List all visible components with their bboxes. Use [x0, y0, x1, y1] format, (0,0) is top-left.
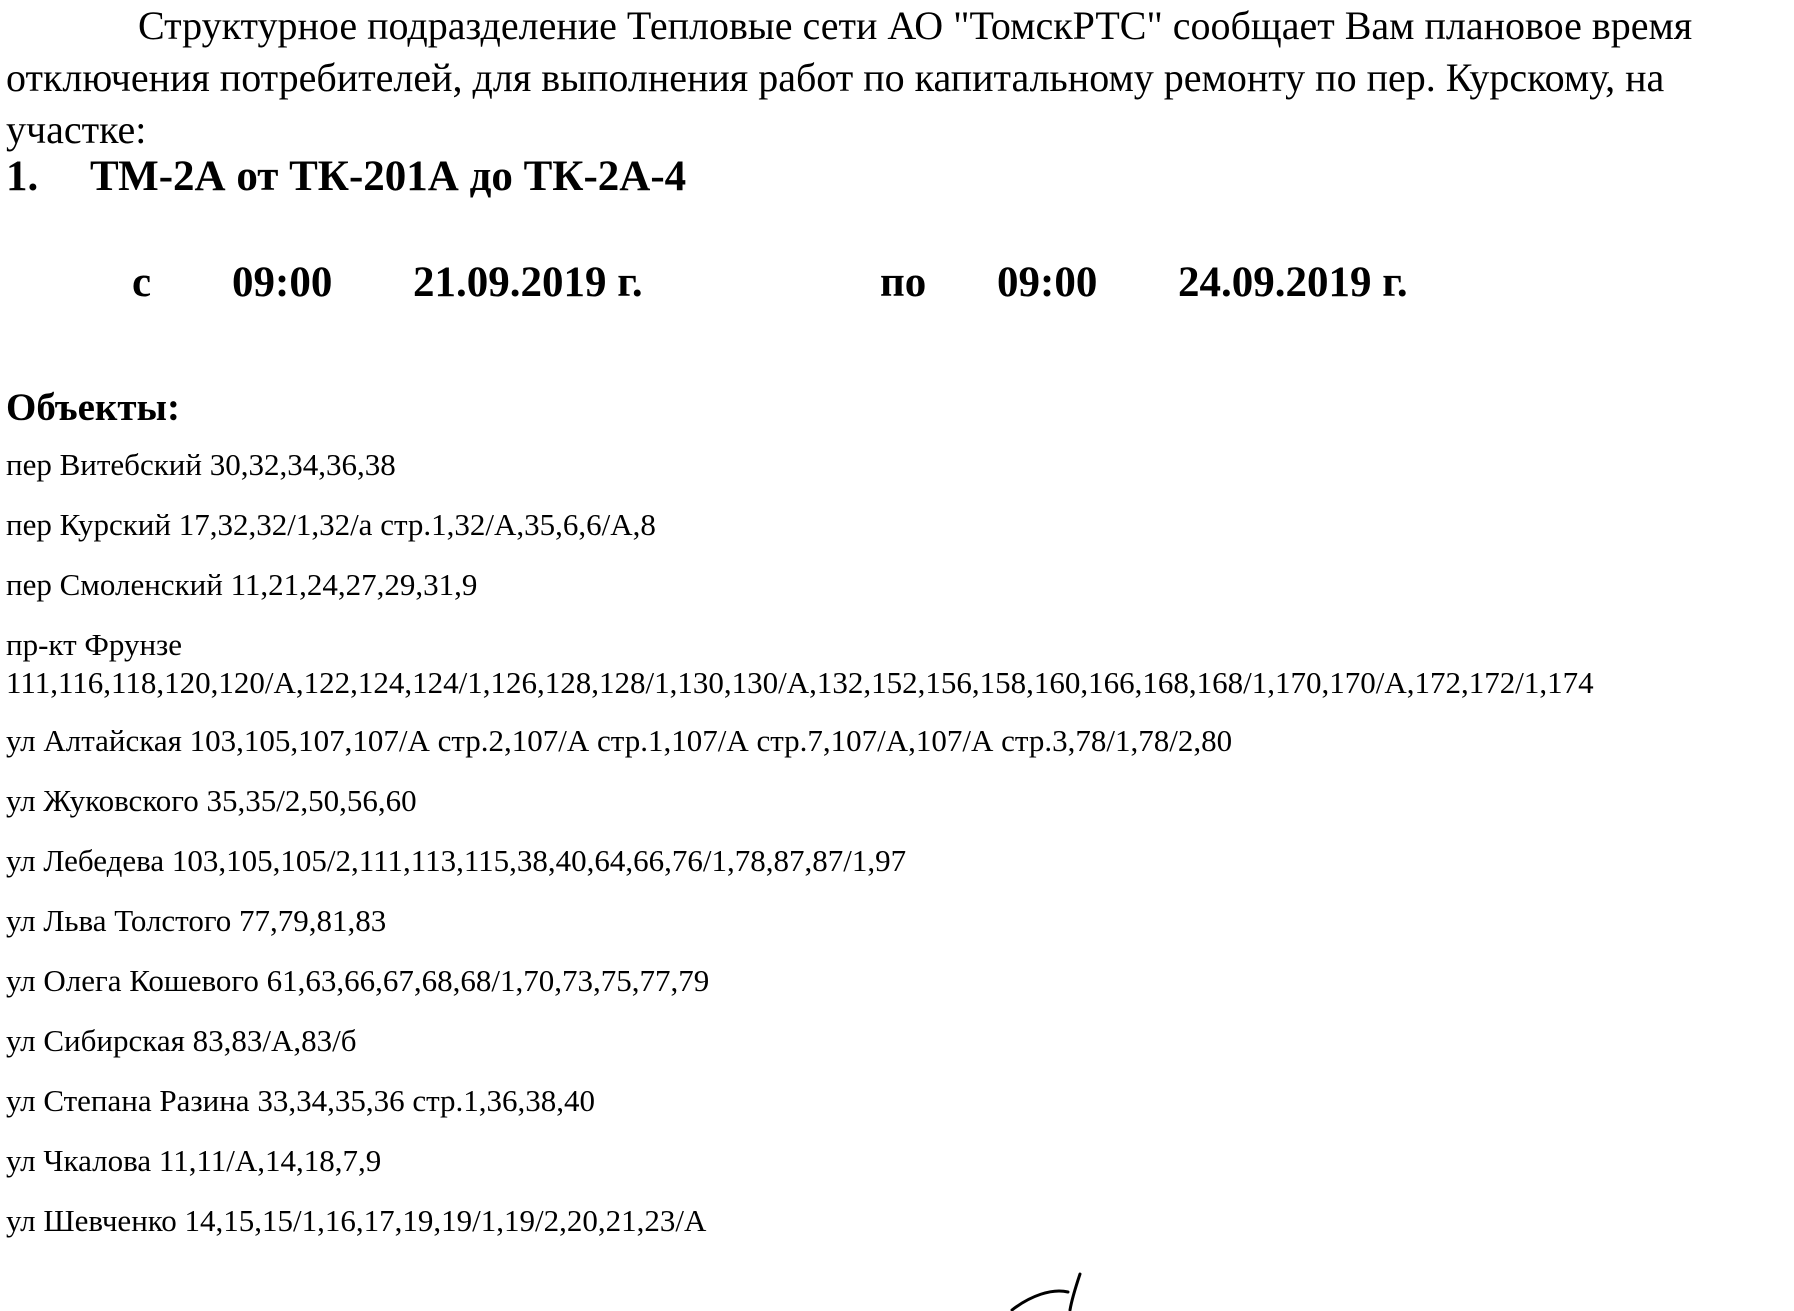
period-to-time: 09:00 [997, 259, 1098, 306]
list-item [6, 1082, 1794, 1120]
list-item [6, 962, 1794, 1000]
house-numbers: 30,32,34,36,38 [209, 447, 396, 482]
street-name: пер Витебский [6, 447, 202, 482]
list-item [6, 566, 1794, 604]
street-name: ул Алтайская [6, 723, 182, 758]
list-item [6, 842, 1794, 880]
signature-mark [1010, 1272, 1120, 1311]
period-from-time: 09:00 [232, 259, 333, 306]
list-item [6, 1142, 1794, 1180]
house-numbers: 14,15,15/1,16,17,19,19/1,19/2,20,21,23/А [184, 1203, 707, 1238]
list-item [6, 1022, 1794, 1060]
intro-text: Структурное подразделение Тепловые сети АО "ТомскРТС" сообщает Вам плановое время отключения потребителей, для выполнения работ по капитальному ремонту по пер. Курскому, на участке: [6, 3, 1693, 152]
house-numbers: 111,116,118,120,120/А,122,124,124/1,126,128,128/1,130,130/А,132,152,156,158,160,166,168,168/1,170,170/А,172,172/1,174 [6, 665, 1594, 700]
period-from-word: с [132, 259, 152, 306]
street-name: пер Смоленский [6, 567, 223, 602]
outage-period [0, 258, 1794, 318]
section-number: 1. [6, 153, 39, 200]
list-item [6, 506, 1794, 544]
street-name: ул Чкалова [6, 1143, 152, 1178]
house-numbers: 83,83/А,83/б [192, 1023, 357, 1058]
period-from-date: 21.09.2019 г. [413, 259, 643, 306]
list-item [6, 1202, 1794, 1240]
house-numbers: 61,63,66,67,68,68/1,70,73,75,77,79 [266, 963, 710, 998]
house-numbers: 103,105,105/2,111,113,115,38,40,64,66,76/1,78,87,87/1,97 [171, 843, 907, 878]
list-item [6, 626, 1794, 702]
period-to-word: по [880, 259, 927, 306]
house-numbers: 77,79,81,83 [239, 903, 387, 938]
list-item [6, 782, 1794, 820]
street-name: пр-кт Фрунзе [6, 627, 183, 662]
street-name: ул Шевченко [6, 1203, 177, 1238]
list-item [6, 446, 1794, 484]
street-name: пер Курский [6, 507, 171, 542]
street-name: ул Степана Разина [6, 1083, 250, 1118]
street-name: ул Льва Толстого [6, 903, 232, 938]
street-name: ул Лебедева [6, 843, 165, 878]
intro-paragraph [6, 0, 1766, 156]
house-numbers: 11,11/А,14,18,7,9 [158, 1143, 382, 1178]
period-to-date: 24.09.2019 г. [1178, 259, 1408, 306]
list-item [6, 902, 1794, 940]
objects-heading: Объекты: [6, 386, 180, 429]
objects-list [6, 446, 1794, 1262]
house-numbers: 17,32,32/1,32/а стр.1,32/А,35,6,6/А,8 [178, 507, 656, 542]
list-item [6, 722, 1794, 760]
section-title-text: ТМ-2А от ТК-201А до ТК-2А-4 [90, 153, 687, 200]
house-numbers: 33,34,35,36 стр.1,36,38,40 [257, 1083, 596, 1118]
street-name: ул Олега Кошевого [6, 963, 259, 998]
section-title [6, 152, 686, 201]
house-numbers: 103,105,107,107/А стр.2,107/А стр.1,107/А стр.7,107/А,107/А стр.3,78/1,78/2,80 [189, 723, 1233, 758]
street-name: ул Сибирская [6, 1023, 185, 1058]
street-name: ул Жуковского [6, 783, 199, 818]
house-numbers: 11,21,24,27,29,31,9 [230, 567, 478, 602]
house-numbers: 35,35/2,50,56,60 [206, 783, 417, 818]
